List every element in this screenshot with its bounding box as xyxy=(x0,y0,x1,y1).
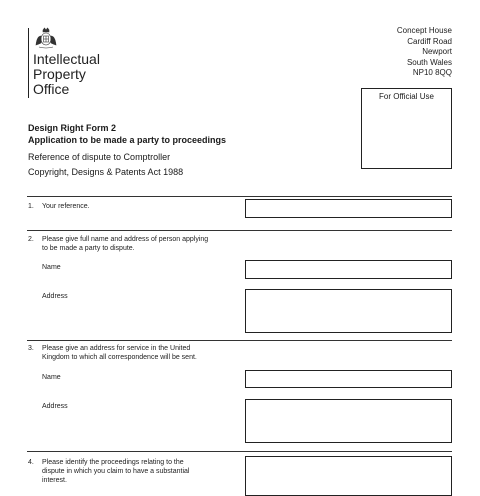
question-text: Your reference. xyxy=(42,203,90,210)
logo-line: Property xyxy=(33,66,86,82)
form-title-line: Application to be made a party to proceedings xyxy=(28,135,227,145)
address-line: Cardiff Road xyxy=(407,36,452,46)
section-divider xyxy=(27,196,452,197)
address-line: Concept House xyxy=(396,26,452,35)
address-line: South Wales xyxy=(406,57,452,67)
applicant-name-field[interactable] xyxy=(245,260,452,279)
form-subtitle: Reference of dispute to Comptroller xyxy=(28,152,171,162)
question-1 xyxy=(28,202,258,211)
form-title xyxy=(28,122,226,146)
form-subtitle: Copyright, Designs & Patents Act 1988 xyxy=(28,167,184,177)
question-3 xyxy=(28,344,258,362)
official-use-label: For Official Use xyxy=(379,92,434,101)
question-4 xyxy=(28,458,258,485)
proceedings-field[interactable] xyxy=(245,456,452,496)
question-text: Kingdom to which all correspondence will be sent. xyxy=(42,354,197,361)
question-2 xyxy=(28,235,258,253)
address-label: Address xyxy=(42,293,68,300)
question-number: 2. xyxy=(28,236,34,243)
royal-crest-icon xyxy=(33,27,59,49)
applicant-address-field[interactable] xyxy=(245,289,452,333)
your-reference-field[interactable] xyxy=(245,199,452,218)
service-name-field[interactable] xyxy=(245,370,452,388)
office-address xyxy=(397,26,452,79)
question-number: 1. xyxy=(28,203,34,210)
section-divider xyxy=(27,340,452,341)
section-divider xyxy=(27,230,452,231)
address-line: Newport xyxy=(422,47,452,56)
question-text: Please give an address for service in the United xyxy=(42,345,191,352)
address-label: Address xyxy=(42,403,68,410)
form-title-line: Design Right Form 2 xyxy=(28,123,117,133)
organisation-logo-text xyxy=(33,52,100,97)
question-text: Please give full name and address of person applying xyxy=(42,236,209,243)
logo-divider xyxy=(28,28,29,98)
question-text: Please identify the proceedings relating to the xyxy=(42,459,184,466)
question-text: to be made a party to dispute. xyxy=(42,245,135,252)
question-text: dispute in which you claim to have a substantial xyxy=(42,468,190,475)
name-label: Name xyxy=(42,264,61,271)
official-use-box xyxy=(361,88,452,169)
logo-line: Intellectual xyxy=(33,51,100,67)
address-line: NP10 8QQ xyxy=(412,68,452,77)
question-number: 4. xyxy=(28,459,34,466)
service-address-field[interactable] xyxy=(245,399,452,443)
name-label: Name xyxy=(42,374,61,381)
logo-line: Office xyxy=(33,81,70,97)
question-number: 3. xyxy=(28,345,34,352)
section-divider xyxy=(27,451,452,452)
question-text: interest. xyxy=(42,477,67,484)
